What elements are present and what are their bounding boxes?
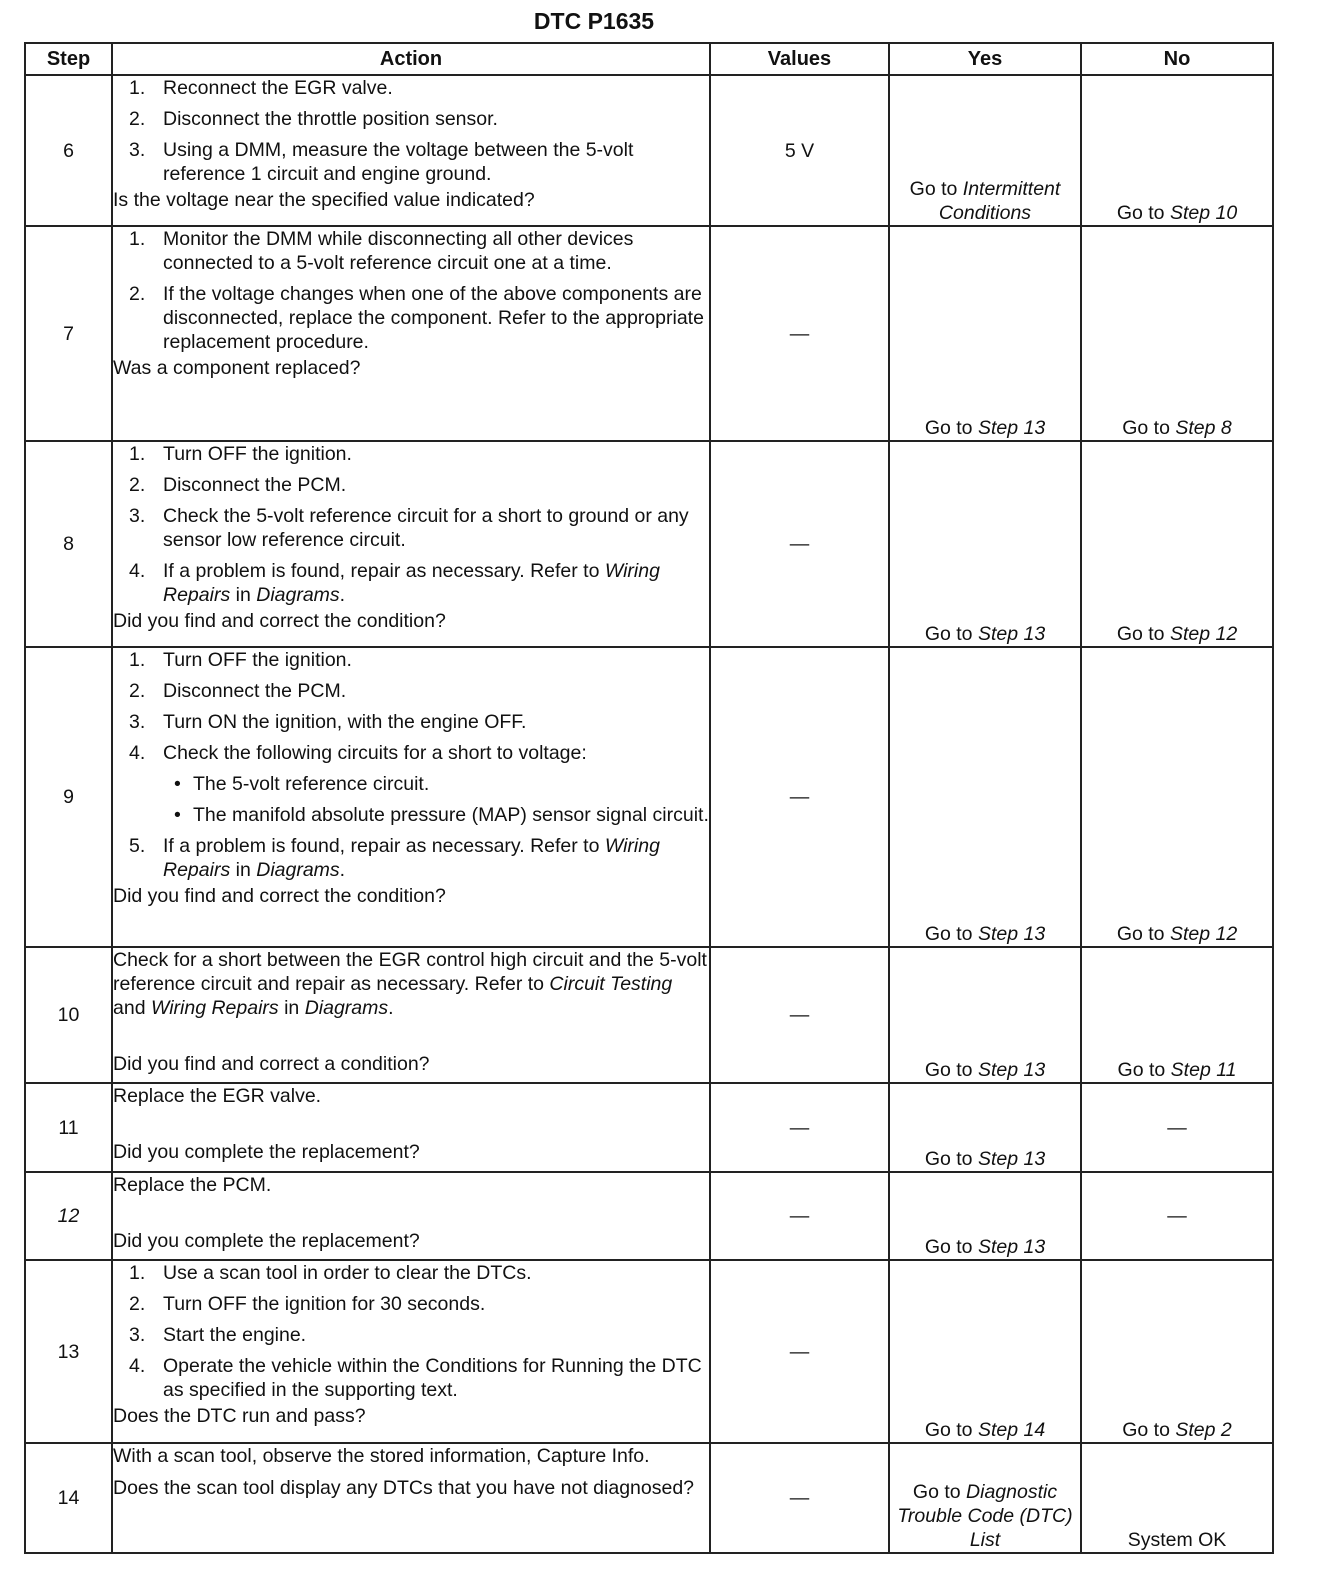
action-cell: [112, 947, 710, 1083]
list-item: 1. Turn OFF the ignition.: [129, 649, 352, 671]
list-item: 4. Check the following circuits for a short to voltage: • The 5-volt reference circuit. • The manifold absolute pressure (MAP) sensor signal circuit.: [129, 742, 709, 826]
bullet-list: [163, 772, 709, 827]
yes-cell: Go to Step 13: [889, 226, 1081, 441]
action-list: [113, 227, 709, 354]
yes-cell: Go to Intermittent Conditions: [889, 75, 1081, 226]
value-cell: [710, 441, 889, 647]
no-cell: Go to Step 12: [1081, 441, 1273, 647]
value-text: 5 V: [784, 139, 815, 162]
header-no: No: [1081, 43, 1273, 75]
step-number: 6: [25, 75, 112, 226]
action-cell: [112, 75, 710, 226]
table-row: [25, 1443, 1273, 1553]
action-paragraph: Check for a short between the EGR control high circuit and the 5-volt reference circuit and repair as necessary. Refer to Circuit Testing and Wiring Repairs in Diagrams.: [113, 949, 707, 1019]
value-cell: [710, 1260, 889, 1443]
no-cell: —: [1081, 1083, 1273, 1172]
no-link: Step 10: [1169, 202, 1238, 224]
value-cell: [710, 1083, 889, 1172]
no-link: Step 2: [1175, 1419, 1232, 1441]
header-yes: Yes: [889, 43, 1081, 75]
action-question: Did you complete the replacement?: [113, 1141, 420, 1163]
bullet-item: • The manifold absolute pressure (MAP) sensor signal circuit.: [174, 804, 709, 826]
yes-cell: Go to Step 13: [889, 647, 1081, 947]
list-item: 1. Use a scan tool in order to clear the DTCs.: [129, 1262, 532, 1284]
action-paragraph: Replace the EGR valve.: [113, 1085, 322, 1107]
header-step: Step: [25, 43, 112, 75]
yes-link: Intermittent Conditions: [938, 178, 1061, 224]
table-row: [25, 1083, 1273, 1172]
no-link: Step 8: [1175, 417, 1232, 439]
yes-link: Step 13: [977, 923, 1046, 945]
step-number: 14: [25, 1443, 112, 1553]
yes-cell: Go to Step 13: [889, 441, 1081, 647]
action-question: Does the scan tool display any DTCs that you have not diagnosed?: [113, 1477, 695, 1499]
no-cell: Go to Step 10: [1081, 75, 1273, 226]
value-cell: [710, 226, 889, 441]
table-row: [25, 75, 1273, 226]
list-item: 4. If a problem is found, repair as necessary. Refer to Wiring Repairs in Diagrams.: [129, 560, 660, 606]
action-list: [113, 76, 709, 186]
action-question: Does the DTC run and pass?: [113, 1405, 366, 1427]
list-item: 4. Operate the vehicle within the Conditions for Running the DTC as specified in the supporting text.: [129, 1355, 702, 1401]
action-paragraph: With a scan tool, observe the stored information, Capture Info.: [113, 1445, 650, 1467]
value-cell: [710, 1172, 889, 1260]
value-text: —: [789, 1205, 810, 1227]
step-number: 11: [25, 1083, 112, 1172]
list-item: 3. Turn ON the ignition, with the engine OFF.: [129, 711, 527, 733]
action-cell: [112, 226, 710, 441]
list-item: 3. Check the 5-volt reference circuit for a short to ground or any sensor low reference circuit.: [129, 505, 689, 551]
action-cell: [112, 441, 710, 647]
no-cell: Go to Step 8: [1081, 226, 1273, 441]
yes-cell: Go to Diagnostic Trouble Code (DTC) List: [889, 1443, 1081, 1553]
action-question: Was a component replaced?: [113, 357, 361, 379]
yes-cell: Go to Step 13: [889, 1083, 1081, 1172]
no-cell: —: [1081, 1172, 1273, 1260]
action-list: [113, 1261, 709, 1402]
list-item: 1. Turn OFF the ignition.: [129, 443, 352, 465]
step-number: 12: [25, 1172, 112, 1260]
step-number: 7: [25, 226, 112, 441]
yes-cell: Go to Step 13: [889, 947, 1081, 1083]
table-row: [25, 441, 1273, 647]
step-number: 9: [25, 647, 112, 947]
value-cell: [710, 1443, 889, 1553]
list-item: 2. Turn OFF the ignition for 30 seconds.: [129, 1293, 486, 1315]
yes-cell: Go to Step 13: [889, 1172, 1081, 1260]
table-row: [25, 1172, 1273, 1260]
step-number: 10: [25, 947, 112, 1083]
action-question: Did you find and correct a condition?: [113, 1053, 430, 1075]
list-item: 1. Monitor the DMM while disconnecting all other devices connected to a 5-volt reference circuit one at a time.: [129, 228, 634, 274]
table-row: [25, 647, 1273, 947]
action-cell: [112, 1260, 710, 1443]
no-link: Step 12: [1169, 923, 1238, 945]
value-text: —: [789, 1340, 810, 1363]
value-text: —: [789, 1004, 810, 1026]
value-text: —: [789, 322, 810, 345]
list-item: 2. If the voltage changes when one of the above components are disconnected, replace the component. Refer to the appropriate replacement procedure.: [129, 283, 704, 353]
step-number: 8: [25, 441, 112, 647]
header-action: Action: [112, 43, 710, 75]
list-item: 2. Disconnect the PCM.: [129, 680, 347, 702]
list-item: 2. Disconnect the throttle position sensor.: [129, 108, 498, 130]
action-list: [113, 648, 709, 882]
action-question: Is the voltage near the specified value indicated?: [113, 189, 535, 211]
table-row: [25, 1260, 1273, 1443]
value-cell: [710, 647, 889, 947]
no-cell: Go to Step 11: [1081, 947, 1273, 1083]
value-text: —: [789, 1116, 810, 1139]
list-item: 1. Reconnect the EGR valve.: [129, 77, 393, 99]
action-question: Did you find and correct the condition?: [113, 885, 446, 907]
table-row: [25, 947, 1273, 1083]
no-link: Step 11: [1170, 1059, 1237, 1081]
no-link: Step 12: [1169, 623, 1238, 645]
no-cell: Go to Step 12: [1081, 647, 1273, 947]
value-cell: [710, 947, 889, 1083]
list-item: 5. If a problem is found, repair as necessary. Refer to Wiring Repairs in Diagrams.: [129, 835, 660, 881]
action-question: Did you find and correct the condition?: [113, 610, 446, 632]
no-cell: System OK: [1081, 1443, 1273, 1553]
action-cell: [112, 1083, 710, 1172]
yes-link: Step 14: [977, 1419, 1046, 1441]
value-cell: [710, 75, 889, 226]
bullet-item: • The 5-volt reference circuit.: [174, 773, 430, 795]
action-cell: [112, 1172, 710, 1260]
yes-link: Step 13: [977, 1059, 1046, 1081]
action-cell: [112, 1443, 710, 1553]
yes-link: Step 13: [977, 1236, 1046, 1258]
yes-link: Diagnostic Trouble Code (DTC) List: [897, 1481, 1073, 1551]
yes-cell: Go to Step 14: [889, 1260, 1081, 1443]
list-item: 2. Disconnect the PCM.: [129, 474, 347, 496]
action-list: [113, 442, 709, 607]
yes-link: Step 13: [977, 417, 1046, 439]
dtc-table: [24, 42, 1274, 1554]
action-cell: [112, 647, 710, 947]
table-header-row: [25, 43, 1273, 75]
yes-link: Step 13: [977, 623, 1046, 645]
step-number: 13: [25, 1260, 112, 1443]
page-title: DTC P1635: [533, 8, 655, 34]
value-text: —: [789, 1487, 810, 1509]
action-paragraph: Replace the PCM.: [113, 1174, 272, 1196]
list-item: 3. Start the engine.: [129, 1324, 307, 1346]
header-values: Values: [710, 43, 889, 75]
yes-link: Step 13: [977, 1148, 1046, 1170]
table-row: [25, 226, 1273, 441]
action-question: Did you complete the replacement?: [113, 1230, 420, 1252]
value-text: —: [789, 533, 810, 555]
no-cell: Go to Step 2: [1081, 1260, 1273, 1443]
value-text: —: [789, 786, 810, 808]
list-item: 3. Using a DMM, measure the voltage between the 5-volt reference 1 circuit and engine ground.: [129, 139, 634, 185]
